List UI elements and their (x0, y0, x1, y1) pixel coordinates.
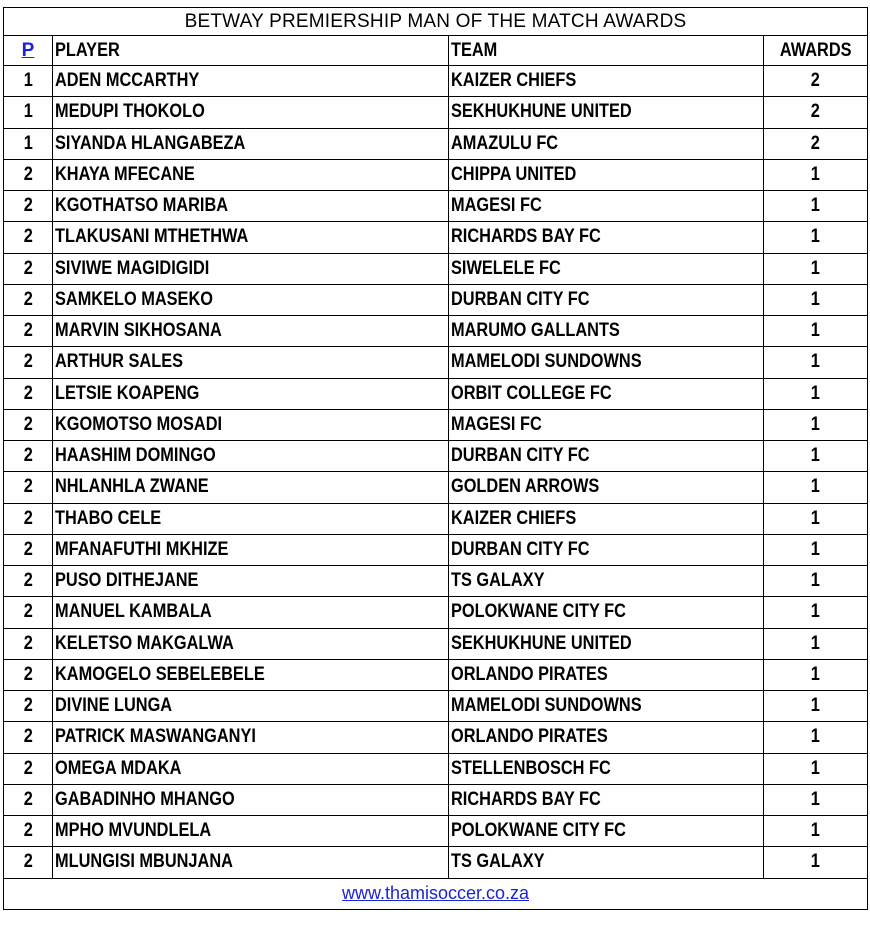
header-row (4, 36, 868, 66)
awards-cell (764, 222, 868, 253)
awards-cell-text: 1 (810, 413, 821, 435)
team-cell (449, 503, 764, 534)
player-cell-text: DIVINE LUNGA (55, 695, 173, 717)
awards-cell (764, 597, 868, 628)
awards-cell (764, 191, 868, 222)
player-cell-text: SIVIWE MAGIDIGIDI (55, 257, 210, 279)
awards-cell (764, 691, 868, 722)
team-cell-text: GOLDEN ARROWS (451, 476, 600, 498)
player-cell-text: KGOMOTSO MOSADI (55, 413, 223, 435)
rank-cell-text: 2 (23, 851, 33, 873)
player-cell (53, 691, 449, 722)
team-cell-text: MAGESI FC (451, 195, 542, 217)
team-cell-text: MARUMO GALLANTS (451, 320, 620, 342)
team-cell (449, 222, 764, 253)
rank-cell (4, 691, 53, 722)
table-row (4, 128, 868, 159)
table-row (4, 784, 868, 815)
table-row (4, 847, 868, 878)
team-cell (449, 847, 764, 878)
awards-cell (764, 566, 868, 597)
rank-cell-text: 2 (23, 507, 33, 529)
team-cell-text: MAGESI FC (451, 413, 542, 435)
player-cell-text: MPHO MVUNDLELA (55, 820, 212, 842)
player-cell (53, 284, 449, 315)
player-cell (53, 97, 449, 128)
rank-cell (4, 316, 53, 347)
player-cell (53, 66, 449, 97)
player-cell-text: KELETSO MAKGALWA (55, 632, 234, 654)
awards-cell (764, 784, 868, 815)
table-row (4, 222, 868, 253)
header-player (53, 36, 449, 66)
rank-cell-text: 2 (23, 351, 33, 373)
table-row (4, 816, 868, 847)
team-cell (449, 691, 764, 722)
awards-cell-text: 1 (810, 288, 821, 310)
player-cell-text: MFANAFUTHI MKHIZE (55, 538, 229, 560)
awards-cell (764, 378, 868, 409)
table-row (4, 347, 868, 378)
awards-cell (764, 409, 868, 440)
rank-cell (4, 566, 53, 597)
team-cell-text: CHIPPA UNITED (451, 163, 577, 185)
awards-cell (764, 659, 868, 690)
team-cell-text: STELLENBOSCH FC (451, 757, 611, 779)
awards-cell-text: 1 (810, 476, 821, 498)
header-p[interactable] (4, 36, 53, 66)
awards-cell-text: 1 (810, 695, 821, 717)
player-cell (53, 472, 449, 503)
rank-cell-text: 2 (23, 757, 33, 779)
rank-cell (4, 534, 53, 565)
player-cell-text: MANUEL KAMBALA (55, 601, 212, 623)
player-cell-text: THABO CELE (55, 507, 162, 529)
awards-cell (764, 472, 868, 503)
awards-cell-text: 1 (810, 726, 821, 748)
awards-cell (764, 159, 868, 190)
team-cell-text: DURBAN CITY FC (451, 538, 590, 560)
awards-cell-text: 1 (810, 757, 821, 779)
player-cell-text: LETSIE KOAPENG (55, 382, 200, 404)
awards-cell-text: 1 (810, 257, 821, 279)
team-cell (449, 722, 764, 753)
awards-cell-text: 1 (810, 632, 821, 654)
awards-cell-text: 1 (810, 320, 821, 342)
rank-cell (4, 503, 53, 534)
awards-cell (764, 66, 868, 97)
table-row (4, 284, 868, 315)
awards-cell-text: 2 (810, 132, 821, 154)
rank-cell (4, 628, 53, 659)
table-row (4, 441, 868, 472)
rank-cell (4, 409, 53, 440)
team-cell-text: SEKHUKHUNE UNITED (451, 632, 632, 654)
table-row (4, 409, 868, 440)
awards-cell-text: 1 (810, 226, 821, 248)
awards-cell (764, 753, 868, 784)
awards-table (3, 7, 868, 910)
team-cell-text: DURBAN CITY FC (451, 445, 590, 467)
rank-cell (4, 753, 53, 784)
website-link[interactable]: www.thamisoccer.co.za (341, 883, 530, 903)
rank-cell (4, 722, 53, 753)
table-row (4, 691, 868, 722)
header-awards (764, 36, 868, 66)
team-cell-text: ORBIT COLLEGE FC (451, 382, 612, 404)
player-cell (53, 159, 449, 190)
player-cell (53, 316, 449, 347)
player-cell-text: SIYANDA HLANGABEZA (55, 132, 246, 154)
awards-cell (764, 816, 868, 847)
team-cell (449, 441, 764, 472)
table-row (4, 159, 868, 190)
player-cell-text: PATRICK MASWANGANYI (55, 726, 256, 748)
awards-cell-text: 1 (810, 601, 821, 623)
rank-cell-text: 2 (23, 663, 33, 685)
player-cell (53, 628, 449, 659)
table-row (4, 472, 868, 503)
awards-cell-text: 1 (810, 570, 821, 592)
player-cell-text: HAASHIM DOMINGO (55, 445, 216, 467)
player-cell (53, 128, 449, 159)
table-row (4, 97, 868, 128)
header-player-label: PLAYER (55, 39, 120, 61)
title-row (4, 8, 868, 36)
rank-cell (4, 441, 53, 472)
team-cell (449, 816, 764, 847)
table-body (4, 66, 868, 879)
table-row (4, 753, 868, 784)
awards-cell (764, 284, 868, 315)
team-cell-text: KAIZER CHIEFS (451, 507, 577, 529)
team-cell (449, 253, 764, 284)
player-cell-text: ARTHUR SALES (55, 351, 184, 373)
awards-cell-text: 1 (810, 788, 821, 810)
header-team (449, 36, 764, 66)
rank-cell-text: 2 (23, 445, 33, 467)
table-row (4, 534, 868, 565)
player-cell-text: KHAYA MFECANE (55, 163, 195, 185)
rank-cell-text: 2 (23, 476, 33, 498)
team-cell-text: ORLANDO PIRATES (451, 663, 608, 685)
awards-cell (764, 128, 868, 159)
awards-cell (764, 503, 868, 534)
rank-cell (4, 222, 53, 253)
rank-cell-text: 1 (23, 101, 33, 123)
player-cell (53, 191, 449, 222)
player-cell (53, 659, 449, 690)
rank-cell (4, 659, 53, 690)
awards-cell (764, 534, 868, 565)
footer-row (4, 878, 868, 909)
rank-cell (4, 847, 53, 878)
table-row (4, 253, 868, 284)
rank-cell-text: 2 (23, 288, 33, 310)
team-cell (449, 409, 764, 440)
table-row (4, 722, 868, 753)
footer-cell (4, 878, 868, 909)
table-row (4, 628, 868, 659)
team-cell-text: AMAZULU FC (451, 132, 559, 154)
rank-cell-text: 2 (23, 570, 33, 592)
awards-cell-text: 1 (810, 195, 821, 217)
header-awards-label: AWARDS (779, 39, 852, 61)
team-cell (449, 784, 764, 815)
player-cell-text: ADEN MCCARTHY (55, 70, 200, 92)
awards-cell-text: 2 (810, 101, 821, 123)
awards-cell-text: 1 (810, 820, 821, 842)
awards-cell-text: 1 (810, 538, 821, 560)
player-cell-text: PUSO DITHEJANE (55, 570, 199, 592)
awards-cell-text: 2 (810, 70, 821, 92)
team-cell (449, 128, 764, 159)
player-cell (53, 816, 449, 847)
team-cell-text: KAIZER CHIEFS (451, 70, 577, 92)
awards-cell (764, 722, 868, 753)
player-cell (53, 222, 449, 253)
team-cell-text: SEKHUKHUNE UNITED (451, 101, 632, 123)
awards-cell-text: 1 (810, 445, 821, 467)
player-cell-text: MEDUPI THOKOLO (55, 101, 205, 123)
rank-cell-text: 2 (23, 320, 33, 342)
team-cell (449, 97, 764, 128)
table-row (4, 378, 868, 409)
rank-cell (4, 347, 53, 378)
awards-cell (764, 347, 868, 378)
team-cell (449, 472, 764, 503)
team-cell (449, 159, 764, 190)
awards-cell-text: 1 (810, 663, 821, 685)
table-row (4, 659, 868, 690)
awards-cell-text: 1 (810, 163, 821, 185)
player-cell-text: OMEGA MDAKA (55, 757, 182, 779)
player-cell-text: TLAKUSANI MTHETHWA (55, 226, 249, 248)
player-cell (53, 784, 449, 815)
rank-cell-text: 2 (23, 163, 33, 185)
player-cell (53, 441, 449, 472)
rank-cell-text: 2 (23, 726, 33, 748)
rank-cell (4, 191, 53, 222)
rank-cell-text: 2 (23, 382, 33, 404)
player-cell-text: KGOTHATSO MARIBA (55, 195, 229, 217)
player-cell (53, 847, 449, 878)
team-cell-text: SIWELELE FC (451, 257, 561, 279)
team-cell (449, 191, 764, 222)
awards-cell (764, 253, 868, 284)
player-cell-text: MARVIN SIKHOSANA (55, 320, 222, 342)
player-cell-text: MLUNGISI MBUNJANA (55, 851, 233, 873)
awards-cell (764, 628, 868, 659)
team-cell (449, 534, 764, 565)
team-cell (449, 753, 764, 784)
team-cell-text: POLOKWANE CITY FC (451, 820, 626, 842)
team-cell-text: POLOKWANE CITY FC (451, 601, 626, 623)
team-cell (449, 659, 764, 690)
team-cell-text: DURBAN CITY FC (451, 288, 590, 310)
table-title: BETWAY PREMIERSHIP MAN OF THE MATCH AWARDS (4, 8, 868, 36)
rank-cell (4, 97, 53, 128)
awards-cell (764, 847, 868, 878)
awards-cell (764, 316, 868, 347)
player-cell-text: SAMKELO MASEKO (55, 288, 213, 310)
rank-cell (4, 284, 53, 315)
rank-cell-text: 2 (23, 195, 33, 217)
player-cell (53, 503, 449, 534)
awards-cell-text: 1 (810, 382, 821, 404)
table-row (4, 191, 868, 222)
rank-cell-text: 2 (23, 695, 33, 717)
team-cell-text: TS GALAXY (451, 570, 545, 592)
table-row (4, 316, 868, 347)
rank-cell-text: 2 (23, 226, 33, 248)
rank-cell (4, 378, 53, 409)
table-row (4, 566, 868, 597)
player-cell (53, 566, 449, 597)
rank-cell (4, 784, 53, 815)
team-cell (449, 347, 764, 378)
team-cell-text: ORLANDO PIRATES (451, 726, 608, 748)
team-cell (449, 597, 764, 628)
awards-cell (764, 441, 868, 472)
team-cell-text: MAMELODI SUNDOWNS (451, 695, 642, 717)
team-cell (449, 378, 764, 409)
header-p-link[interactable]: P (21, 39, 35, 61)
player-cell (53, 347, 449, 378)
table-row (4, 503, 868, 534)
rank-cell (4, 253, 53, 284)
player-cell (53, 597, 449, 628)
team-cell (449, 316, 764, 347)
team-cell-text: RICHARDS BAY FC (451, 788, 601, 810)
awards-cell-text: 1 (810, 351, 821, 373)
rank-cell-text: 2 (23, 632, 33, 654)
table-row (4, 597, 868, 628)
rank-cell-text: 1 (23, 132, 33, 154)
rank-cell (4, 472, 53, 503)
team-cell (449, 566, 764, 597)
awards-cell-text: 1 (810, 851, 821, 873)
player-cell (53, 253, 449, 284)
rank-cell (4, 597, 53, 628)
rank-cell-text: 2 (23, 538, 33, 560)
header-team-label: TEAM (451, 39, 498, 61)
rank-cell-text: 2 (23, 820, 33, 842)
team-cell-text: TS GALAXY (451, 851, 545, 873)
team-cell (449, 284, 764, 315)
player-cell (53, 534, 449, 565)
rank-cell (4, 66, 53, 97)
rank-cell (4, 159, 53, 190)
player-cell (53, 753, 449, 784)
rank-cell-text: 2 (23, 788, 33, 810)
rank-cell-text: 2 (23, 257, 33, 279)
player-cell-text: NHLANHLA ZWANE (55, 476, 209, 498)
team-cell-text: RICHARDS BAY FC (451, 226, 601, 248)
rank-cell-text: 1 (23, 70, 33, 92)
table-row (4, 66, 868, 97)
player-cell-text: KAMOGELO SEBELEBELE (55, 663, 265, 685)
team-cell-text: MAMELODI SUNDOWNS (451, 351, 642, 373)
team-cell (449, 66, 764, 97)
team-cell (449, 628, 764, 659)
rank-cell (4, 816, 53, 847)
rank-cell (4, 128, 53, 159)
player-cell (53, 409, 449, 440)
player-cell (53, 722, 449, 753)
awards-cell-text: 1 (810, 507, 821, 529)
rank-cell-text: 2 (23, 413, 33, 435)
awards-cell (764, 97, 868, 128)
player-cell-text: GABADINHO MHANGO (55, 788, 235, 810)
rank-cell-text: 2 (23, 601, 33, 623)
player-cell (53, 378, 449, 409)
